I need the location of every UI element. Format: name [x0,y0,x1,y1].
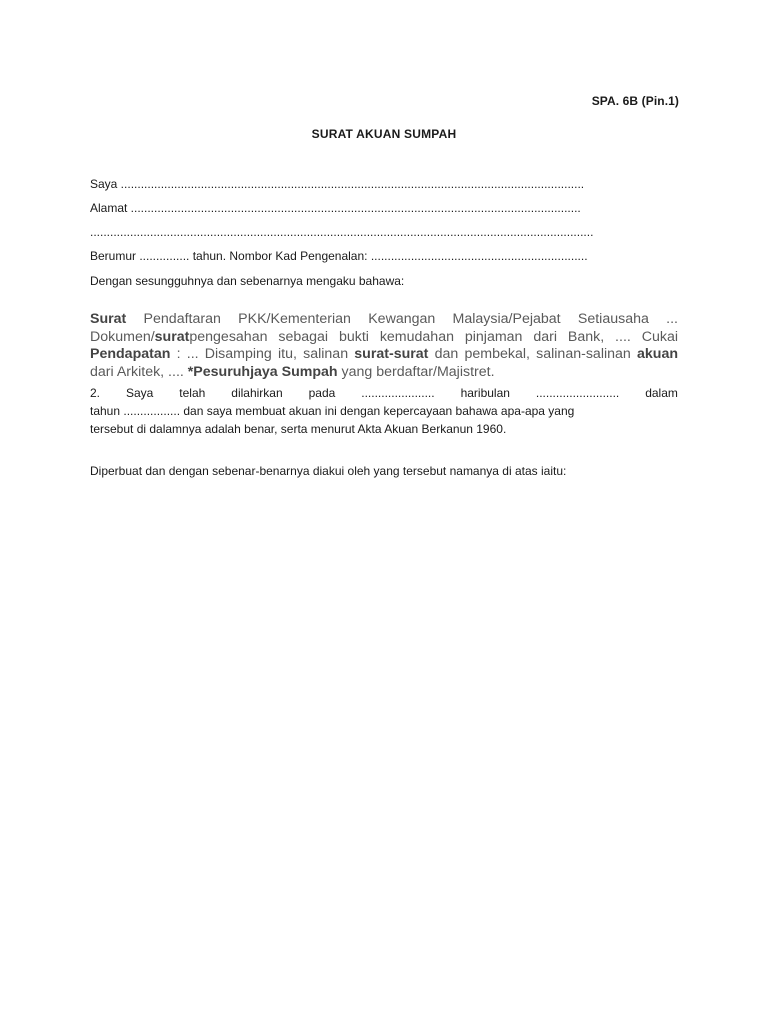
month-blank: ......................... [535,386,620,400]
snippet-text: dan pembekal, salinan-salinan [428,346,637,363]
snippet-text: : ... Disamping itu, salinan [170,346,355,363]
word: haribulan [460,386,510,400]
paragraph-2-line-2-text: tahun ................. dan saya membuat akuan ini dengan kepercayaan bahawa apa-apa yang [90,404,575,418]
address-line-text: Alamat ....................................................................................................................................... [90,201,581,215]
snippet-keyword: *Pesuruhjaya Sumpah [187,363,338,380]
form-code: SPA. 6B (Pin.1) [591,94,679,108]
snippet-keyword: surat [154,328,190,345]
snippet-text: dari Arkitek, .... [90,363,188,380]
name-line [90,177,668,191]
search-snippet-overlay [90,311,678,381]
paragraph-2-line-1 [90,384,678,402]
snippet-keyword: Pendapatan [90,346,171,363]
address-continuation-line [90,225,668,239]
snippet-keyword: Surat [90,311,127,327]
paragraph-2-line-3: tersebut di dalamnya adalah benar, serta menurut Akta Akuan Berkanun 1960. [90,422,507,436]
snippet-text: pengesahan sebagai bukti kemudahan pinjaman dari Bank, .... Cukai [189,328,678,345]
address-line [90,201,668,215]
word: pada [308,386,336,400]
snippet-text: Pendaftaran PKK/Kementerian Kewangan Malaysia/Pejabat Setiausaha ... Dokumen/ [90,311,678,345]
name-line-text: Saya ........................................................................................................................................... [90,177,585,191]
word: dalam [645,386,678,400]
word: dilahirkan [231,386,283,400]
snippet-text: yang berdaftar/Majistret. [337,363,495,380]
paragraph-2-line-2 [90,402,678,420]
snippet-keyword: surat-surat [354,346,429,363]
paragraph-number: 2. [90,386,101,400]
document-title: SURAT AKUAN SUMPAH [311,127,457,141]
address-continuation-text: ....................................................................................................................................................... [90,225,594,239]
paragraph-2 [90,384,678,438]
word: Saya [125,386,154,400]
declaration-statement: Dengan sesungguhnya dan sebenarnya mengaku bahawa: [90,274,405,288]
age-ic-line-text: Berumur ............... tahun. Nombor Kad Pengenalan: ................................................................. [90,249,588,263]
word: telah [179,386,206,400]
date-blank: ...................... [361,386,435,400]
snippet-keyword: akuan [637,346,679,363]
age-ic-line [90,249,668,263]
closing-statement: Diperbuat dan dengan sebenar-benarnya diakui oleh yang tersebut namanya di atas iaitu: [90,464,567,478]
